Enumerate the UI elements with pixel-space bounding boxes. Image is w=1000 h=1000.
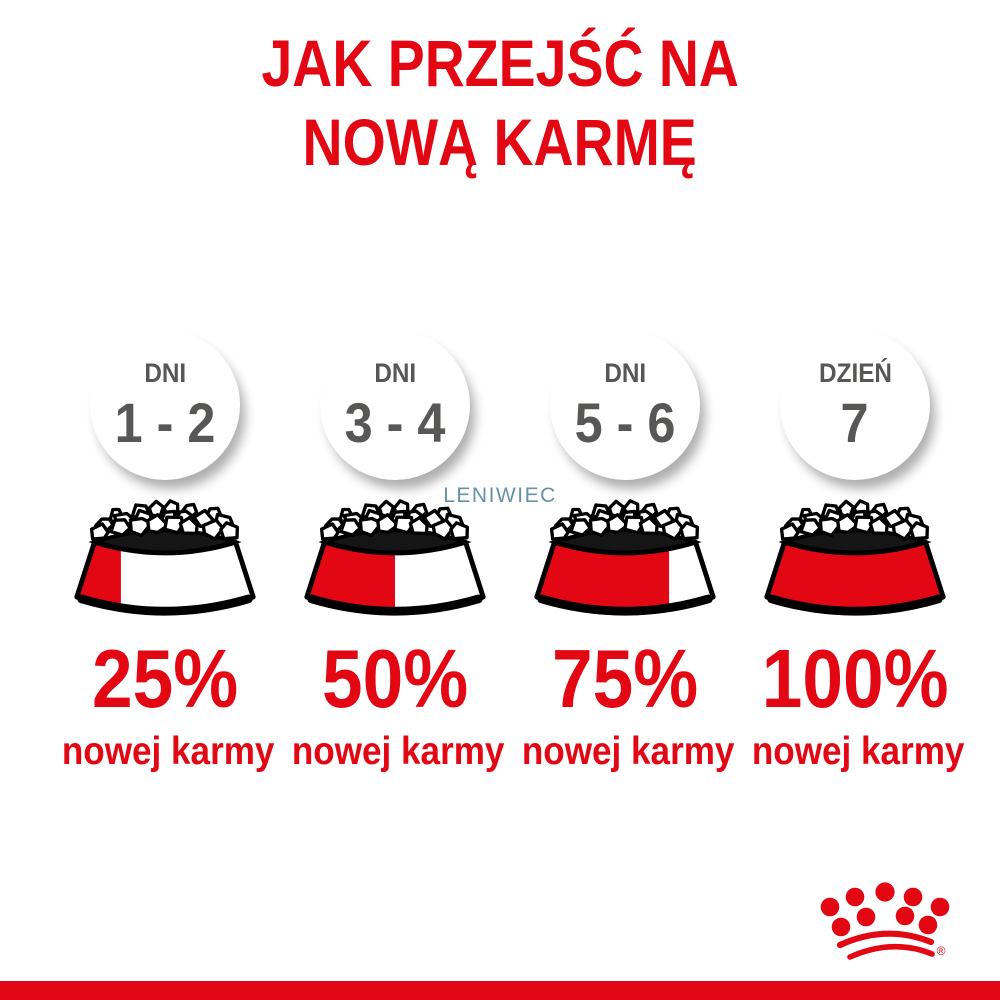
royal-canin-logo	[816, 877, 958, 969]
day-range: 5 - 6	[574, 390, 676, 454]
percent-label: 75%	[551, 631, 699, 725]
food-bowl-graphic	[757, 499, 953, 621]
bowl-slot	[740, 499, 970, 621]
transition-step-2	[280, 330, 510, 771]
food-bowl-graphic	[67, 499, 263, 621]
percent-label: 50%	[321, 631, 469, 725]
day-range: 3 - 4	[344, 390, 446, 454]
bowl-slot	[510, 499, 740, 621]
day-label: DNI	[374, 357, 416, 388]
percent-caption: nowej karmy	[751, 729, 965, 773]
transition-step-1	[50, 330, 280, 771]
crown-dots-icon	[821, 882, 950, 936]
percent-label: 25%	[91, 631, 239, 725]
day-range: 7	[840, 390, 870, 454]
day-range: 1 - 2	[114, 390, 216, 454]
title-line-1	[0, 24, 1000, 103]
percent-caption: nowej karmy	[61, 729, 275, 773]
watermark	[0, 484, 1000, 508]
day-badge	[550, 330, 700, 480]
transition-steps	[0, 330, 1000, 810]
percent-label: 100%	[761, 631, 949, 725]
page-title	[0, 24, 1000, 182]
bottom-red-bar	[0, 981, 1000, 1000]
percent-caption: nowej karmy	[291, 729, 505, 773]
transition-step-4	[740, 330, 970, 771]
percent-caption: nowej karmy	[521, 729, 735, 773]
title-line-1-text: JAK PRZEJŚĆ NA	[261, 26, 739, 100]
day-badge	[780, 330, 930, 480]
title-line-2	[0, 103, 1000, 182]
registered-trademark-icon: ®	[936, 944, 946, 958]
day-label: DNI	[604, 357, 646, 388]
crown-swoosh-icon	[840, 934, 932, 957]
title-line-2-text: NOWĄ KARMĘ	[302, 105, 698, 179]
bowl-slot	[50, 499, 280, 621]
food-bowl-graphic	[527, 499, 723, 621]
day-label: DZIEŃ	[818, 357, 892, 388]
day-badge	[90, 330, 240, 480]
food-bowl-graphic	[297, 499, 493, 621]
watermark-text: LENIWIEC	[443, 484, 557, 507]
day-badge	[320, 330, 470, 480]
transition-step-3	[510, 330, 740, 771]
bowl-slot	[280, 499, 510, 621]
day-label: DNI	[144, 357, 186, 388]
